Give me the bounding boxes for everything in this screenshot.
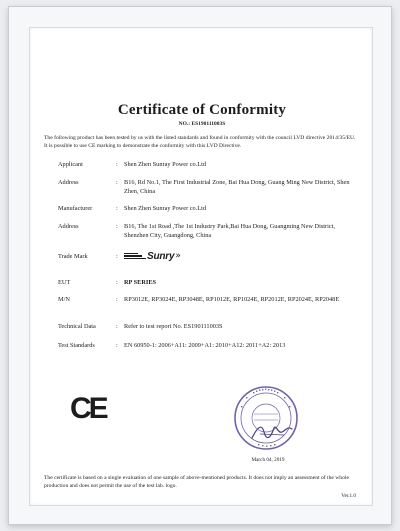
logo-speed-bars [124,253,146,260]
field-label: Test Standards [58,342,95,349]
frame-mat [29,27,373,506]
certificate-number: NO.: ES190111003S [178,121,226,127]
field-colon: : [116,279,118,286]
field-label: Address [58,179,79,186]
field-label: Trade Mark [58,253,88,260]
field-label: M/N [58,296,70,303]
chevron-right-icon: » [175,250,181,261]
document-version: Ver.1.0 [341,493,356,499]
field-colon: : [116,223,118,230]
field-label: Technical Data [58,323,96,330]
field-value: Shen Zhen Sunray Power co.Ltd [124,205,207,212]
field-value: RP3012E, RP3024E, RP3048E, RP1012E, RP1024E, RP2012E, RP2024E, RP2048E [124,296,340,303]
logo-wordmark: Sunry [147,250,175,262]
sunry-logo [124,250,181,262]
field-colon: : [116,296,118,303]
footer-disclaimer: The certificate is based on a single evaluation of one sample of above-mentioned products. It does not imply an assessment of the whole production and does not permit the use of the test lab. logo. [44,475,349,489]
field-colon: : [116,342,118,349]
field-label: Address [58,223,79,230]
signature [248,420,296,444]
field-value: Refer to test report No. ES190111003S [124,323,223,330]
field-label: Manufacturer [58,205,93,212]
field-colon: : [116,205,118,212]
field-value: B16, The 1st Road ,The 1st Industry Park,Bai Hua Dong, Guangming New District, Shenzhen City, Guangdong, China [124,223,335,239]
field-label: EUT [58,279,71,286]
ce-mark: CE [70,392,106,425]
stamp-date: March 04, 2019 [251,457,285,463]
field-colon: : [116,323,118,330]
intro-paragraph: The following product has been tested by us with the listed standards and found in conformity with the council LVD directive 2014/35/EU. It is possible to use CE marking to demonstrate the conformity with this LVD Directive. [44,135,356,149]
field-colon: : [116,253,118,260]
field-value: B16, Rd No.1, The First Industrial Zone, Bai Hua Dong, Guang Ming New District, Shen Zhen, China [124,179,350,195]
field-colon: : [116,179,118,186]
certificate-document [44,40,360,499]
field-value: EN 60950-1: 2006+A11: 2009+A1: 2010+A12: 2011+A2: 2013 [124,342,286,349]
field-label: Applicant [58,161,83,168]
certificate-title: Certificate of Conformity [117,102,287,118]
picture-frame [8,6,392,525]
field-colon: : [116,161,118,168]
field-value: RP SERIES [124,279,157,286]
field-value: Shen Zhen Sunray Power co.Ltd [124,161,207,168]
